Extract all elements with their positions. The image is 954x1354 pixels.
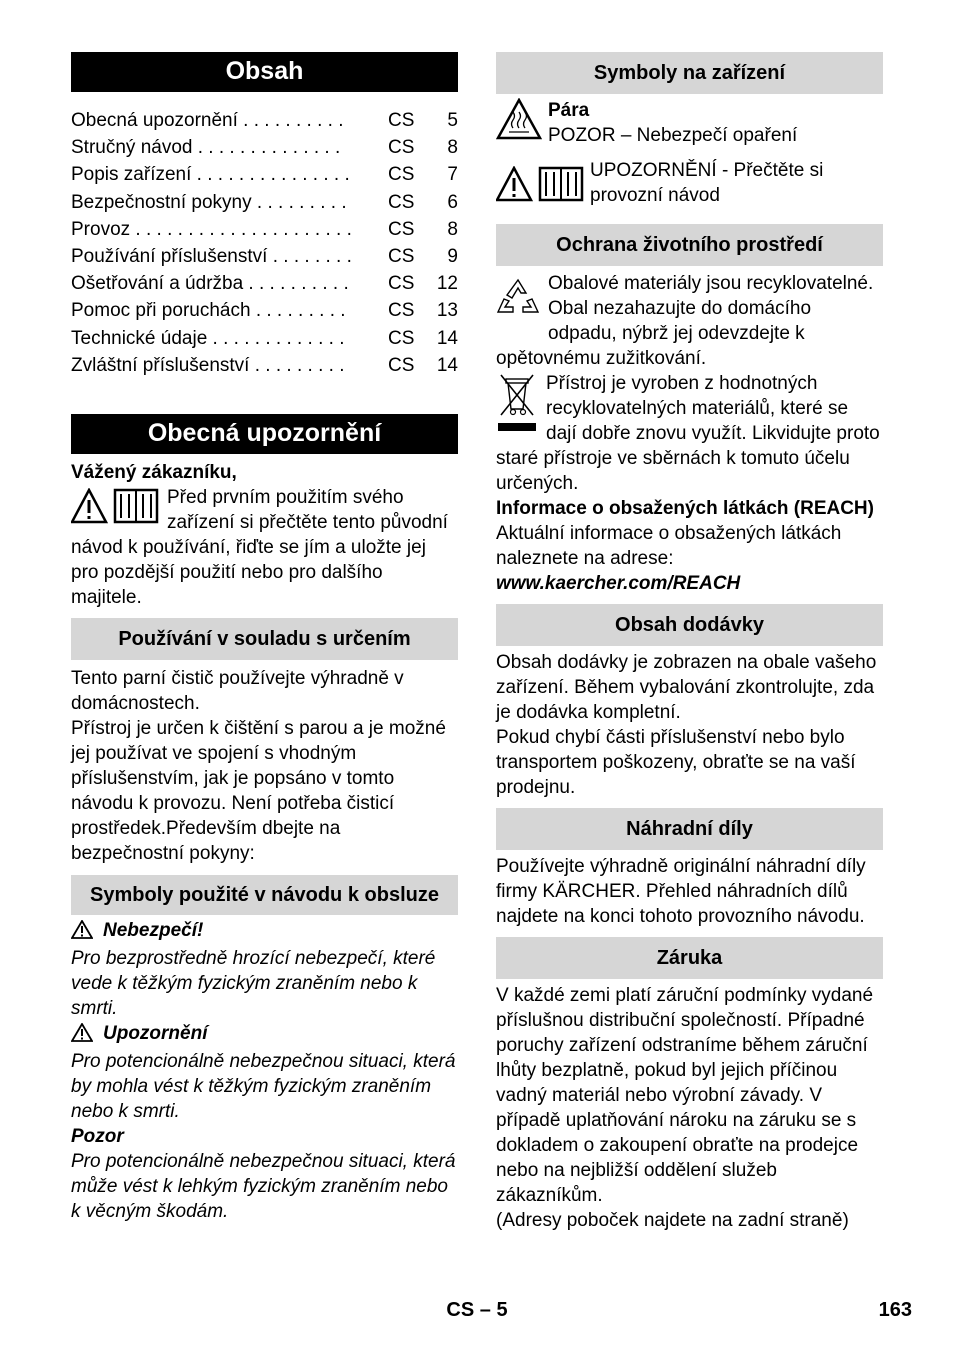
warning-label: Upozornění — [103, 1022, 208, 1044]
toc-entry-page: 6 — [447, 191, 458, 213]
toc-entry[interactable] — [71, 161, 458, 188]
toc-entry[interactable] — [71, 134, 458, 161]
toc-entry-lang: CS — [388, 273, 415, 295]
reach-url[interactable]: www.kaercher.com/REACH — [496, 573, 741, 594]
hot-steam-warning-icon — [496, 98, 542, 140]
warning-text: Pro potencionálně nebezpečnou situaci, která by mohla vést k těžkým fyzickým zraněním nebo k smrti. — [71, 1050, 456, 1122]
toc-entry-page: 8 — [447, 137, 458, 159]
warning-label-row — [71, 1021, 458, 1049]
toc-entry-title: Popis zařízení . . . . . . . . . . . . . . . — [71, 164, 350, 186]
general-heading: Obecná upozornění — [71, 414, 458, 454]
manual-text: UPOZORNĚNÍ - Přečtěte si provozní návod — [590, 160, 824, 206]
recycle-text: Obalové materiály jsou recyklovatelné. Obal nezahazujte do domácího odpadu, nýbrž jej odevzdejte k opětovnému zužitkování. — [496, 273, 874, 369]
general-intro-block — [71, 485, 458, 610]
toc-entry-title: Stručný návod . . . . . . . . . . . . . . — [71, 137, 341, 159]
warranty-p2: (Adresy poboček najdete na zadní straně) — [496, 1210, 849, 1231]
delivery-heading: Obsah dodávky — [496, 604, 883, 646]
reach-text: Aktuální informace o obsažených látkách naleznete na adrese: — [496, 523, 842, 569]
caution-label: Pozor — [71, 1125, 124, 1147]
toc-entry-page: 14 — [436, 354, 458, 376]
toc-entry-title: Bezpečnostní pokyny . . . . . . . . . — [71, 191, 347, 213]
toc-entry-title: Obecná upozornění . . . . . . . . . . — [71, 110, 344, 131]
toc-entry-page: 7 — [447, 164, 458, 186]
toc-entry-title: Provoz . . . . . . . . . . . . . . . . . . . . . — [71, 218, 352, 240]
table-of-contents — [71, 107, 458, 379]
toc-entry[interactable] — [71, 107, 458, 134]
warning-warning-icon — [71, 1023, 93, 1049]
steam-label: Pára — [548, 100, 590, 121]
toc-entry-lang: CS — [388, 300, 415, 322]
toc-entry-page: 14 — [436, 327, 458, 349]
warning-manual-icon — [71, 488, 159, 531]
salutation: Vážený zákazníku, — [71, 461, 237, 483]
danger-label: Nebezpečí! — [103, 919, 204, 941]
toc-entry-page: 13 — [436, 300, 458, 322]
toc-entry-page: 8 — [447, 218, 458, 240]
footer-section-label: CS – 5 — [446, 1299, 508, 1321]
reach-title: Informace o obsažených látkách (REACH) — [496, 498, 874, 519]
toc-entry[interactable] — [71, 216, 458, 243]
toc-entry[interactable] — [71, 297, 458, 324]
symbols-device-heading: Symboly na zařízení — [496, 52, 883, 94]
spare-parts-heading: Náhradní díly — [496, 808, 883, 850]
toc-entry-page: 12 — [436, 273, 458, 295]
intended-use-p2: Přístroj je určen k čištění s parou a je možné jej používat ve spojení s vhodným příslušenstvím, jak je popsáno v tomto návodu k provozu. Není potřeba čisticí prostředek.Především dbejte na bezpečnostní pokyny: — [71, 717, 446, 864]
spare-parts-p1: Používejte výhradně originální náhradní díly firmy KÄRCHER. Přehled náhradních dílů najdete na konci tohoto provozního návodu. — [496, 856, 866, 927]
recycle-icon — [496, 277, 540, 324]
intended-use-p1: Tento parní čistič používejte výhradně v domácnostech. — [71, 667, 404, 714]
delivery-p1: Obsah dodávky je zobrazen na obale vašeho zařízení. Během vybalování zkontrolujte, zda je dodávka kompletní. — [496, 652, 877, 723]
danger-warning-icon — [71, 920, 93, 946]
warranty-p1: V každé zemi platí záruční podmínky vydané příslušnou distribuční společností. Případné poruchy zařízení odstraníme během záruční lhůty bezplatně, pokud byl jejich příčinou vadný materiál nebo výrobní závady. V případě uplatňování nároku na záruku se s dokladem o zakoupení obraťte na prodejce nebo na nejbližší oddělení služeb zákazníkům. — [496, 985, 874, 1206]
toc-entry[interactable] — [71, 189, 458, 216]
toc-entry-lang: CS — [388, 327, 415, 349]
toc-entry-lang: CS — [388, 218, 415, 240]
steam-symbol-row — [496, 98, 883, 148]
left-column — [71, 52, 458, 1224]
toc-entry-title: Ošetřování a údržba . . . . . . . . . . — [71, 273, 349, 295]
intended-use-heading: Používání v souladu s určením — [71, 618, 458, 660]
weee-block — [496, 371, 883, 496]
symbols-manual-heading: Symboly použité v návodu k obsluze — [71, 875, 458, 915]
environment-heading: Ochrana životního prostředí — [496, 224, 883, 266]
footer-page-number: 163 — [878, 1299, 912, 1321]
toc-entry-page: 9 — [447, 245, 458, 267]
recycle-block — [496, 271, 883, 371]
toc-entry[interactable] — [71, 352, 458, 379]
danger-label-row — [71, 918, 458, 946]
toc-entry-title: Pomoc při poruchách . . . . . . . . . — [71, 300, 346, 322]
crossed-bin-icon — [496, 371, 538, 446]
delivery-p2: Pokud chybí části příslušenství nebo bylo transportem poškozeny, obraťte se na vaší prodejnu. — [496, 727, 856, 798]
steam-text: POZOR – Nebezpečí opaření — [548, 125, 798, 146]
toc-entry-lang: CS — [388, 354, 415, 376]
weee-text: Přístroj je vyroben z hodnotných recyklovatelných materiálů, které se dají dobře znovu využít. Likvidujte proto staré přístroje ve sběrnách k tomuto účelu určených. — [496, 373, 880, 494]
toc-entry[interactable] — [71, 270, 458, 297]
warranty-heading: Záruka — [496, 937, 883, 979]
toc-entry-page: 5 — [447, 110, 458, 131]
warning-manual-icon-2 — [496, 166, 584, 202]
toc-entry[interactable] — [71, 325, 458, 352]
general-intro-text: Před prvním použitím svého zařízení si přečtěte tento původní návod k používání, řiďte se jím a uložte jej pro pozdější použití nebo pro dalšího majitele. — [71, 486, 448, 608]
toc-entry-lang: CS — [388, 110, 415, 131]
toc-entry-title: Technické údaje . . . . . . . . . . . . . — [71, 327, 345, 349]
toc-entry-lang: CS — [388, 164, 415, 186]
toc-entry-lang: CS — [388, 245, 415, 267]
toc-entry-title: Zvláštní příslušenství . . . . . . . . . — [71, 354, 345, 376]
toc-heading: Obsah — [71, 52, 458, 92]
manual-symbol-row — [496, 158, 883, 208]
right-column — [496, 52, 883, 1233]
toc-entry-title: Používání příslušenství . . . . . . . . — [71, 245, 352, 267]
toc-entry[interactable] — [71, 243, 458, 270]
caution-text: Pro potencionálně nebezpečnou situaci, která může vést k lehkým fyzickým zraněním nebo k věcným škodám. — [71, 1150, 456, 1222]
toc-entry-lang: CS — [388, 137, 415, 159]
danger-text: Pro bezprostředně hrozící nebezpečí, které vede k těžkým fyzickým zraněním nebo k smrti. — [71, 947, 436, 1019]
toc-entry-lang: CS — [388, 191, 415, 213]
